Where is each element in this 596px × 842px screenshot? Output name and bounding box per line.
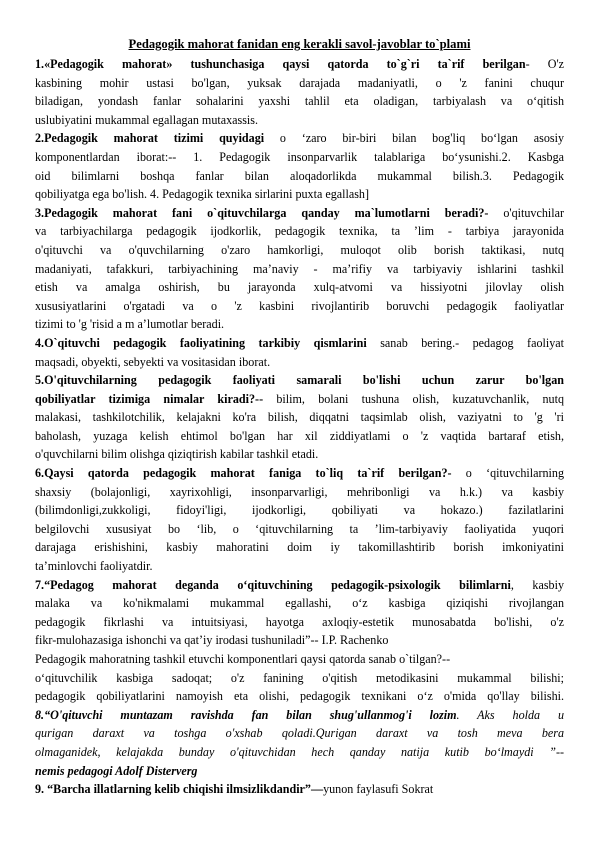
text-line <box>35 520 564 539</box>
text-line <box>35 334 564 353</box>
plain-text: darajaga erishishini, kasbiy mahoratini doim iy takomillashtirib borish imkoniyatini <box>35 540 564 555</box>
text-line <box>35 55 564 74</box>
text-line <box>35 538 564 557</box>
text-line <box>35 148 564 167</box>
text-line <box>35 576 564 595</box>
text-line <box>35 92 564 111</box>
plain-text: pedagogik fikrlashi va intuitsiyasi, hayotga axloqiy-estetik munosabatda bo'lishi, o'z <box>35 614 564 629</box>
text-line <box>35 371 564 390</box>
bold-text: qobiliyatlar tizimiga nimalar kiradi?-- <box>35 391 264 406</box>
plain-text: o‘qituvchilik kasbiga sadoqat; o'z fanining o'qitish metodikasini mukammal bilishi; <box>35 670 564 685</box>
bold-text: 7.“Pedagog mahorat deganda o‘qituvchining pedagogik-psixologik bilimlarni <box>35 577 511 592</box>
text-line <box>35 613 564 632</box>
plain-text: Pedagogik mahoratning tashkil etuvchi komponentlari qaysi qatorda sanab o`tilgan?-- <box>35 652 451 666</box>
plain-text: qobiliyatga ega bo'lish. 4. Pedagogik texnika sirlarini puxta egallash] <box>35 187 370 202</box>
text-line <box>35 762 564 781</box>
text-line <box>35 353 564 372</box>
plain-text: xususiyatlarini o'rgatadi va o 'z kasbini rivojlantirib boruvchi pedagogik faoliyatlar <box>35 298 564 313</box>
plain-text: o'qituvchilar <box>488 205 565 220</box>
plain-text: shaxsiy (bolajonligi, xayrixohligi, insonparvarligi, mehribonligi va h.k.) va kasbiy <box>35 484 564 499</box>
plain-text: bilim, bolani tushuna olish, kuzatuvchanlik, nutq <box>263 391 565 406</box>
text-line <box>35 241 564 260</box>
text-line <box>35 427 564 446</box>
plain-text: o ‘zaro bir-biri bilan bog'liq bo‘lgan asosiy <box>264 131 564 146</box>
plain-text: etish va amalga oshirish, bu jarayonda xulq-atvomi va hissiyotni jilovlay olish <box>35 280 564 295</box>
plain-text: yunon faylasufi Sokrat <box>323 782 434 797</box>
plain-text: kasbining mohir ustasi bo'lgan, yuksak darajada madaniyatli, o 'z fanini chuqur <box>35 75 564 90</box>
bold-text: 4.O`qituvchi pedagogik faoliyatining tarkibiy qismlarini <box>35 335 367 350</box>
text-line <box>35 74 564 93</box>
text-line <box>35 204 564 223</box>
text-line <box>35 445 564 464</box>
plain-text: - O'z <box>525 57 564 71</box>
text-line <box>35 650 564 669</box>
plain-text: , kasbiy <box>510 577 564 592</box>
bold-italic-text-inner: 8.“O'qituvchi muntazam ravishda fan bilan shug'ullanmog'i lozim <box>35 707 457 722</box>
plain-text: ta’minlovchi faoliyatdir. <box>35 559 153 574</box>
text-line <box>35 167 564 186</box>
text-line <box>35 260 564 279</box>
plain-text: belgilovchi xususiyat bo ‘lib, o ‘qituvchilarning ta ’lim-tarbiyaviy faoliyatida yuqori <box>35 521 564 536</box>
plain-text: komponentlardan iborat:-- 1. Pedagogik insonparvarlik talablariga bo‘ysunishi.2. Kasbga <box>35 149 564 164</box>
text-line <box>35 687 564 706</box>
text-line <box>35 501 564 520</box>
plain-text: (bilimdonligi,zukkoligi, fidoyi'ligi, ijodkorligi, qobiliyati va hokazo.) fazilatlarini <box>35 503 564 518</box>
text-line <box>35 390 564 409</box>
italic-text: . Aks holda u <box>456 707 564 722</box>
text-line <box>35 780 564 799</box>
text-line <box>35 315 564 334</box>
text-line <box>35 408 564 427</box>
text-line <box>35 129 564 148</box>
bold-italic-text <box>35 764 197 778</box>
plain-text: biladigan, yondash fanlar sohalarini yaxshi tahlil eta oladigan, tarbiyalash va o‘qitish <box>35 94 564 109</box>
text-line <box>35 222 564 241</box>
text-line <box>35 557 564 576</box>
italic-text: qurigan daraxt va toshga o'xshab qoladi.Qurigan daraxt va tosh meva bera <box>35 726 564 741</box>
text-line <box>35 483 564 502</box>
bold-italic-text <box>35 708 456 722</box>
plain-text: malaka va ko'nikmalami mukammal egallashi, o‘z kasbiga qiziqishi rivojlangan <box>35 596 564 611</box>
text-line <box>35 278 564 297</box>
plain-text: tizimi to 'g 'risid a m a’lumotlar beradi. <box>35 317 225 332</box>
text-line <box>35 111 564 130</box>
bold-text: 6.Qaysi qatorda pedagogik mahorat faniga to`liq ta`rif berilgan?- <box>35 466 452 481</box>
bold-text: 3.Pedagogik mahorat fani o`qituvchilarga qanday ma`lumotlarni beradi?- <box>35 205 489 220</box>
text-line <box>35 743 564 762</box>
plain-text: pedagogik qobiliyatlarini namoyish eta olishi, pedagogik texnikani o‘z o'mida qo'llay bilishi. <box>35 689 564 704</box>
document-body <box>35 55 564 799</box>
plain-text: uslubiyatini mukammal egallagan mutaxassis. <box>35 112 259 127</box>
italic-text: olmaganidek, kelajakda bunday o'qituvchidan hech qanday natija kutib bo‘lmaydi ”-- <box>35 744 564 759</box>
plain-text: oid bilimlarni boshqa fanlar bilan aloqadorlikda mukammal bilish.3. Pedagogik <box>35 168 564 183</box>
bold-text: 5.O'qituvchilarning pedagogik faoliyati samarali bo'lishi uchun zarur bo'lgan <box>35 373 564 388</box>
document-title: Pedagogik mahorat fanidan eng kerakli savol-javoblar to`plami <box>128 37 471 51</box>
plain-text: sanab bering.- pedagog faoliyat <box>366 335 564 350</box>
plain-text: maqsadi, obyekti, sebyekti va vositasidan iborat. <box>35 354 271 369</box>
text-line <box>35 631 564 650</box>
bold-text: 9. “Barcha illatlarning kelib chiqishi ilmsizlikdandir”— <box>35 782 324 797</box>
plain-text: fikr-mulohazasiga ishonchi va qat’iy irodasi tushuniladi”-- I.P. Rachenko <box>35 633 389 648</box>
plain-text: o'quvchilarni bilim olishga qiziqtirish kabilar tashkil etadi. <box>35 447 319 462</box>
text-line <box>35 464 564 483</box>
bold-italic-text-inner: nemis pedagogi Adolf Disterverg <box>35 763 198 778</box>
plain-text: o ‘qituvchilarning <box>451 466 565 481</box>
bold-text: 1.«Pedagogik mahorat» tushunchasiga qaysi qatorda to`g`ri ta`rif berilgan <box>35 57 526 71</box>
text-line <box>35 706 564 725</box>
text-line <box>35 669 564 688</box>
plain-text: malakasi, tashkilotchilik, kelajakni ko'ra bilish, diqqatni taqsimlab olish, vaziyatni to 'g 'ri <box>35 410 564 425</box>
text-line <box>35 594 564 613</box>
text-line <box>35 724 564 743</box>
plain-text: madaniyati, tafakkuri, tarbiyachining ma’naviy - ma’rifiy va tarbiyaviy ishlarini tashkil <box>35 261 564 276</box>
plain-text: va tarbiyachilarga pedagogik ijodkorlik, pedagogik texnika, ta ’lim - tarbiya jarayonida <box>35 224 564 239</box>
plain-text: baholash, yuzaga kelish ehtimol bo'lgan har xil ziddiyatlami o 'z vaqtida bartaraf etish, <box>35 428 564 443</box>
bold-text: 2.Pedagogik mahorat tizimi quyidagi <box>35 131 265 146</box>
text-line <box>35 185 564 204</box>
plain-text: o'qituvchi va o'quvchilarning o'zaro hamkorligi, muloqot olib borish taktikasi, nutq <box>35 242 564 257</box>
document-page <box>35 36 564 799</box>
text-line <box>35 297 564 316</box>
